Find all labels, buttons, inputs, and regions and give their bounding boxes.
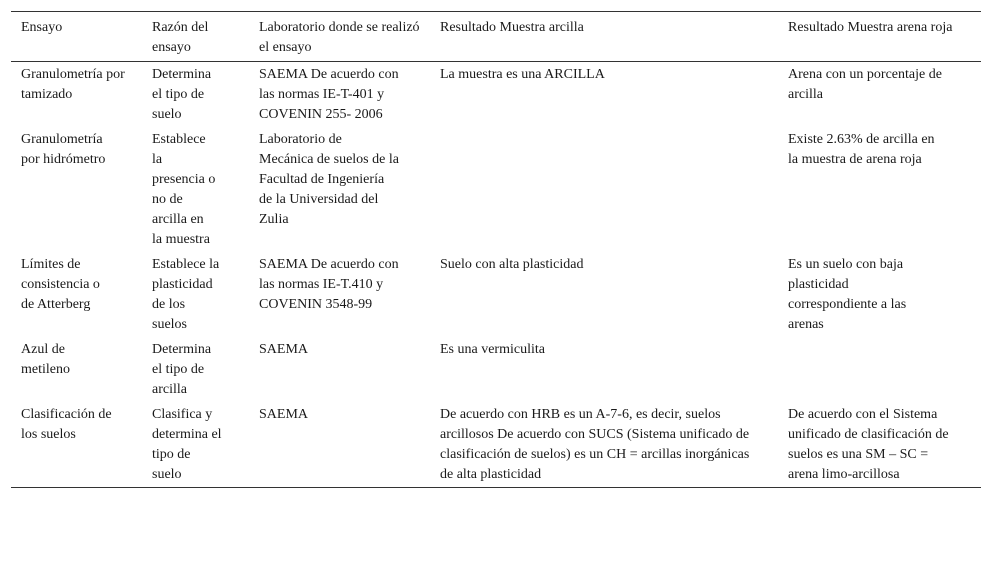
- table-body: [11, 62, 981, 488]
- cell-ensayo: Granulometría por tamizado: [21, 67, 125, 102]
- cell-resultado-arcilla: [430, 402, 778, 488]
- header-laboratorio: Laboratorio donde se realizó el ensayo: [259, 20, 420, 55]
- cell-resultado-arena: [778, 252, 981, 337]
- cell-resultado-arena-text: De acuerdo con el Sistema unificado de clasificación de suelos es una SM – SC = arena limo-arcillosa: [788, 407, 949, 482]
- table-row: [11, 337, 981, 402]
- cell-razon-text: Establece la presencia o no de arcilla en la muestra: [152, 132, 216, 247]
- cell-resultado-arcilla: Suelo con alta plasticidad: [440, 257, 584, 272]
- cell-resultado-arena-text: Existe 2.63% de arcilla en la muestra de arena roja: [788, 132, 935, 167]
- table-row: [11, 252, 981, 337]
- cell-resultado-arena: [778, 62, 981, 128]
- cell-resultado-arcilla-text: De acuerdo con HRB es un A-7-6, es decir, suelos arcillosos De acuerdo con SUCS (Sistema unificado de clasificación de suelos) es un CH = arcillas inorgánicas de alta plasticidad: [440, 407, 750, 482]
- cell-ensayo: [11, 127, 142, 252]
- cell-resultado-arcilla: La muestra es una ARCILLA: [440, 67, 605, 82]
- cell-resultado-arena: [778, 337, 981, 402]
- cell-ensayo-text: Granulometría por hidrómetro: [21, 132, 106, 167]
- cell-razon-text: Establece la plasticidad de los suelos: [152, 257, 220, 332]
- cell-laboratorio: [249, 252, 430, 337]
- cell-ensayo: [11, 252, 142, 337]
- cell-resultado-arena: [778, 402, 981, 488]
- cell-laboratorio-text: Laboratorio de Mecánica de suelos de la Facultad de Ingeniería de la Universidad del Zulia: [259, 132, 399, 227]
- cell-razon-text: Determina el tipo de suelo: [152, 67, 212, 122]
- cell-laboratorio: SAEMA: [259, 407, 309, 422]
- results-table-container: [11, 11, 981, 488]
- cell-razon: [142, 252, 249, 337]
- cell-laboratorio-text: SAEMA De acuerdo con las normas IE-T-401 y COVENIN 255- 2006: [259, 67, 399, 122]
- header-resultado-arena: Resultado Muestra arena roja: [788, 20, 953, 35]
- cell-razon: [142, 337, 249, 402]
- header-resultado-arcilla: Resultado Muestra arcilla: [440, 20, 584, 35]
- cell-razon: [142, 127, 249, 252]
- table-row: [11, 62, 981, 128]
- table-header: [11, 12, 981, 62]
- cell-resultado-arcilla: [430, 127, 778, 252]
- cell-laboratorio-text: SAEMA De acuerdo con las normas IE-T.410 y COVENIN 3548-99: [259, 257, 399, 312]
- cell-resultado-arcilla: Es una vermiculita: [440, 342, 545, 357]
- cell-laboratorio: [249, 62, 430, 128]
- cell-razon-text: Clasifica y determina el tipo de suelo: [152, 407, 222, 482]
- cell-laboratorio: SAEMA: [259, 342, 309, 357]
- header-row: [11, 12, 981, 62]
- header-ensayo: Ensayo: [21, 20, 63, 35]
- table-row: [11, 127, 981, 252]
- cell-resultado-arena-text: Arena con un porcentaje de arcilla: [788, 67, 942, 102]
- cell-razon: [142, 402, 249, 488]
- cell-razon-text: Determina el tipo de arcilla: [152, 342, 212, 397]
- cell-ensayo-text: Clasificación de los suelos: [21, 407, 112, 442]
- cell-laboratorio: [249, 127, 430, 252]
- results-table: [11, 11, 981, 488]
- header-razon: Razón del ensayo: [152, 20, 209, 55]
- cell-resultado-arena: [778, 127, 981, 252]
- cell-ensayo-text: Límites de consistencia o de Atterberg: [21, 257, 100, 312]
- cell-resultado-arena-text: Es un suelo con baja plasticidad correspondiente a las arenas: [788, 257, 907, 332]
- cell-ensayo-text: Azul de metileno: [21, 342, 70, 377]
- cell-ensayo: [11, 402, 142, 488]
- table-row: [11, 402, 981, 488]
- cell-ensayo: [11, 337, 142, 402]
- cell-razon: [142, 62, 249, 128]
